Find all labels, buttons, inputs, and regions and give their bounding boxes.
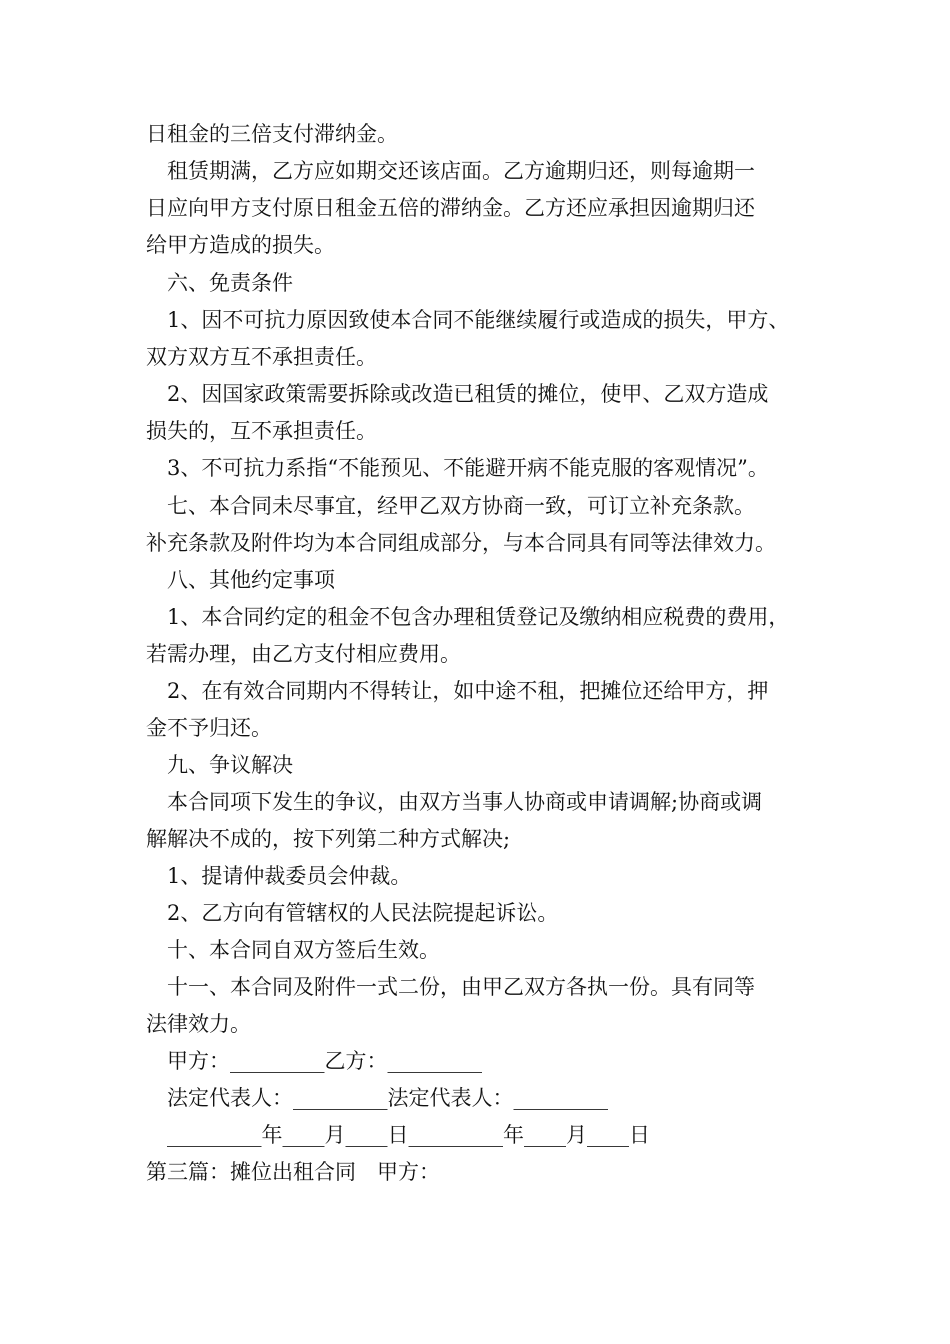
section-heading: 九、争议解决 bbox=[146, 753, 293, 777]
next-document-title: 第三篇：摊位出租合同 甲方： bbox=[146, 1160, 440, 1184]
text-line: 双方双方互不承担责任。 bbox=[146, 345, 377, 369]
text-line: 1、本合同约定的租金不包含办理租赁登记及缴纳相应税费的费用， bbox=[146, 605, 790, 629]
text-line: 2、在有效合同期内不得转让，如中途不租，把摊位还给甲方，押 bbox=[146, 679, 769, 703]
text-line: 损失的，互不承担责任。 bbox=[146, 419, 377, 443]
text-line: 本合同项下发生的争议，由双方当事人协商或申请调解;协商或调 bbox=[146, 790, 763, 814]
text-line: 若需办理，由乙方支付相应费用。 bbox=[146, 642, 461, 666]
text-line: 解解决不成的，按下列第二种方式解决; bbox=[146, 827, 511, 851]
text-line: 日租金的三倍支付滞纳金。 bbox=[146, 122, 398, 146]
signature-line-dates: _________年____月____日_________年____月____日 bbox=[146, 1123, 650, 1147]
text-line: 租赁期满，乙方应如期交还该店面。乙方逾期归还，则每逾期一 bbox=[146, 159, 755, 183]
section-heading: 七、本合同未尽事宜，经甲乙双方协商一致，可订立补充条款。 bbox=[146, 494, 755, 518]
section-heading: 八、其他约定事项 bbox=[146, 568, 335, 592]
text-line: 法律效力。 bbox=[146, 1012, 251, 1036]
text-line: 3、不可抗力系指“不能预见、不能避开病不能克服的客观情况”。 bbox=[146, 456, 769, 480]
text-line: 2、因国家政策需要拆除或改造已租赁的摊位，使甲、乙双方造成 bbox=[146, 382, 769, 406]
text-line: 1、提请仲裁委员会仲裁。 bbox=[146, 864, 412, 888]
signature-line-representatives: 法定代表人：_________法定代表人：_________ bbox=[146, 1086, 608, 1110]
text-line: 给甲方造成的损失。 bbox=[146, 233, 335, 257]
section-heading: 六、免责条件 bbox=[146, 271, 293, 295]
text-line: 金不予归还。 bbox=[146, 716, 272, 740]
section-heading: 十一、本合同及附件一式二份，由甲乙双方各执一份。具有同等 bbox=[146, 975, 755, 999]
text-line: 2、乙方向有管辖权的人民法院提起诉讼。 bbox=[146, 901, 559, 925]
section-heading: 十、本合同自双方签后生效。 bbox=[146, 938, 440, 962]
signature-line-parties: 甲方：_________乙方：_________ bbox=[146, 1049, 482, 1073]
text-line: 1、因不可抗力原因致使本合同不能继续履行或造成的损失，甲方、 bbox=[146, 308, 790, 332]
text-line: 补充条款及附件均为本合同组成部分，与本合同具有同等法律效力。 bbox=[146, 531, 776, 555]
text-line: 日应向甲方支付原日租金五倍的滞纳金。乙方还应承担因逾期归还 bbox=[146, 196, 755, 220]
